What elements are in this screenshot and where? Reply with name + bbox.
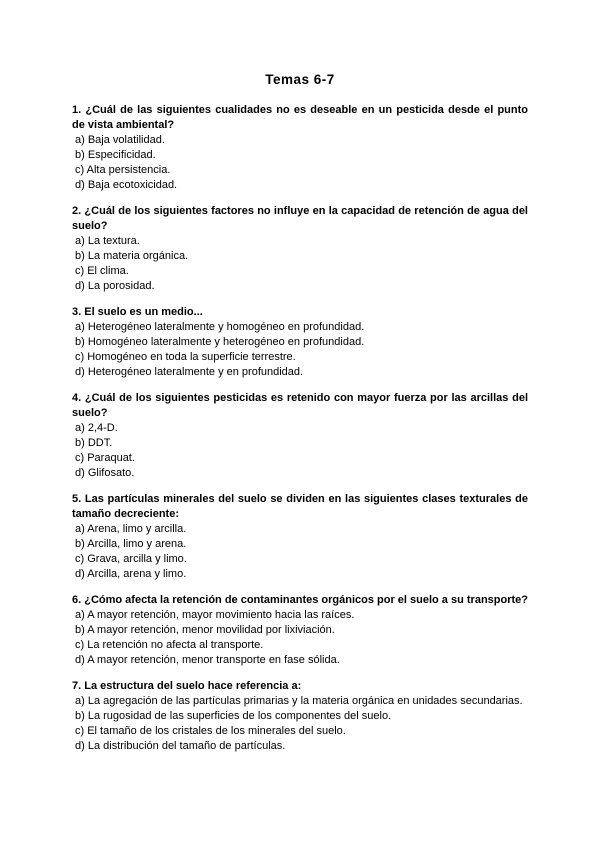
answer-option-b: b) La rugosidad de las superficies de los componentes del suelo. [75,710,392,722]
question-7 [72,679,528,754]
answer-options [72,522,528,582]
question-text: 6. ¿Cómo afecta la retención de contaminantes orgánicos por el suelo a su transporte? [72,594,528,606]
answer-option-c: c) El clima. [75,265,129,277]
question-5 [72,492,528,582]
question-list [72,103,528,765]
question-6 [72,593,528,668]
answer-option-d: d) Glifosato. [75,467,135,479]
answer-option-a: a) Baja volatilidad. [75,134,165,146]
question-text: 5. Las partículas minerales del suelo se dividen en las siguientes clases texturales de tamaño decreciente: [72,493,528,520]
question-text: 3. El suelo es un medio... [72,306,203,318]
document-title: Temas 6-7 [265,72,335,87]
question-text: 7. La estructura del suelo hace referencia a: [72,680,302,692]
answer-option-b: b) Arcilla, limo y arena. [75,538,187,550]
answer-option-a: a) Heterogéneo lateralmente y homogéneo en profundidad. [75,321,365,333]
answer-option-d: d) Baja ecotoxicidad. [75,179,178,191]
question-1 [72,103,528,193]
answer-option-a: a) 2,4-D. [75,422,118,434]
answer-option-c: c) La retención no afecta al transporte. [75,639,264,651]
answer-option-c: c) Homogéneo en toda la superficie terrestre. [75,351,296,363]
answer-options [72,234,528,294]
answer-options [72,608,528,668]
question-3 [72,305,528,380]
answer-options [72,694,528,754]
answer-option-d: d) La porosidad. [75,280,155,292]
question-text: 4. ¿Cuál de los siguientes pesticidas es retenido con mayor fuerza por las arcillas del suelo? [72,392,528,419]
answer-option-d: d) A mayor retención, menor transporte en fase sólida. [75,654,340,666]
answer-option-d: d) Heterogéneo lateralmente y en profundidad. [75,366,304,378]
answer-option-c: c) Alta persistencia. [75,164,171,176]
question-2 [72,204,528,294]
answer-options [72,320,528,380]
answer-option-b: b) La materia orgánica. [75,250,189,262]
answer-option-d: d) Arcilla, arena y limo. [75,568,187,580]
answer-option-a: a) La textura. [75,235,140,247]
answer-option-a: a) A mayor retención, mayor movimiento hacia las raíces. [75,609,355,621]
question-text: 2. ¿Cuál de los siguientes factores no influye en la capacidad de retención de agua del suelo? [72,205,528,232]
answer-option-c: c) Grava, arcilla y limo. [75,553,187,565]
answer-option-b: b) A mayor retención, menor movilidad por lixiviación. [75,624,335,636]
answer-option-a: a) La agregación de las partículas primarias y la materia orgánica en unidades secundarias. [75,695,523,707]
answer-option-c: c) Paraquat. [75,452,135,464]
question-4 [72,391,528,481]
answer-option-b: b) Homogéneo lateralmente y heterogéneo en profundidad. [75,336,365,348]
answer-option-b: b) DDT. [75,437,113,449]
answer-options [72,421,528,481]
answer-options [72,133,528,193]
answer-option-d: d) La distribución del tamaño de partículas. [75,740,286,752]
question-text: 1. ¿Cuál de las siguientes cualidades no es deseable en un pesticida desde el punto de vista ambiental? [72,104,528,131]
answer-option-b: b) Especificidad. [75,149,156,161]
answer-option-c: c) El tamaño de los cristales de los minerales del suelo. [75,725,346,737]
answer-option-a: a) Arena, limo y arcilla. [75,523,187,535]
